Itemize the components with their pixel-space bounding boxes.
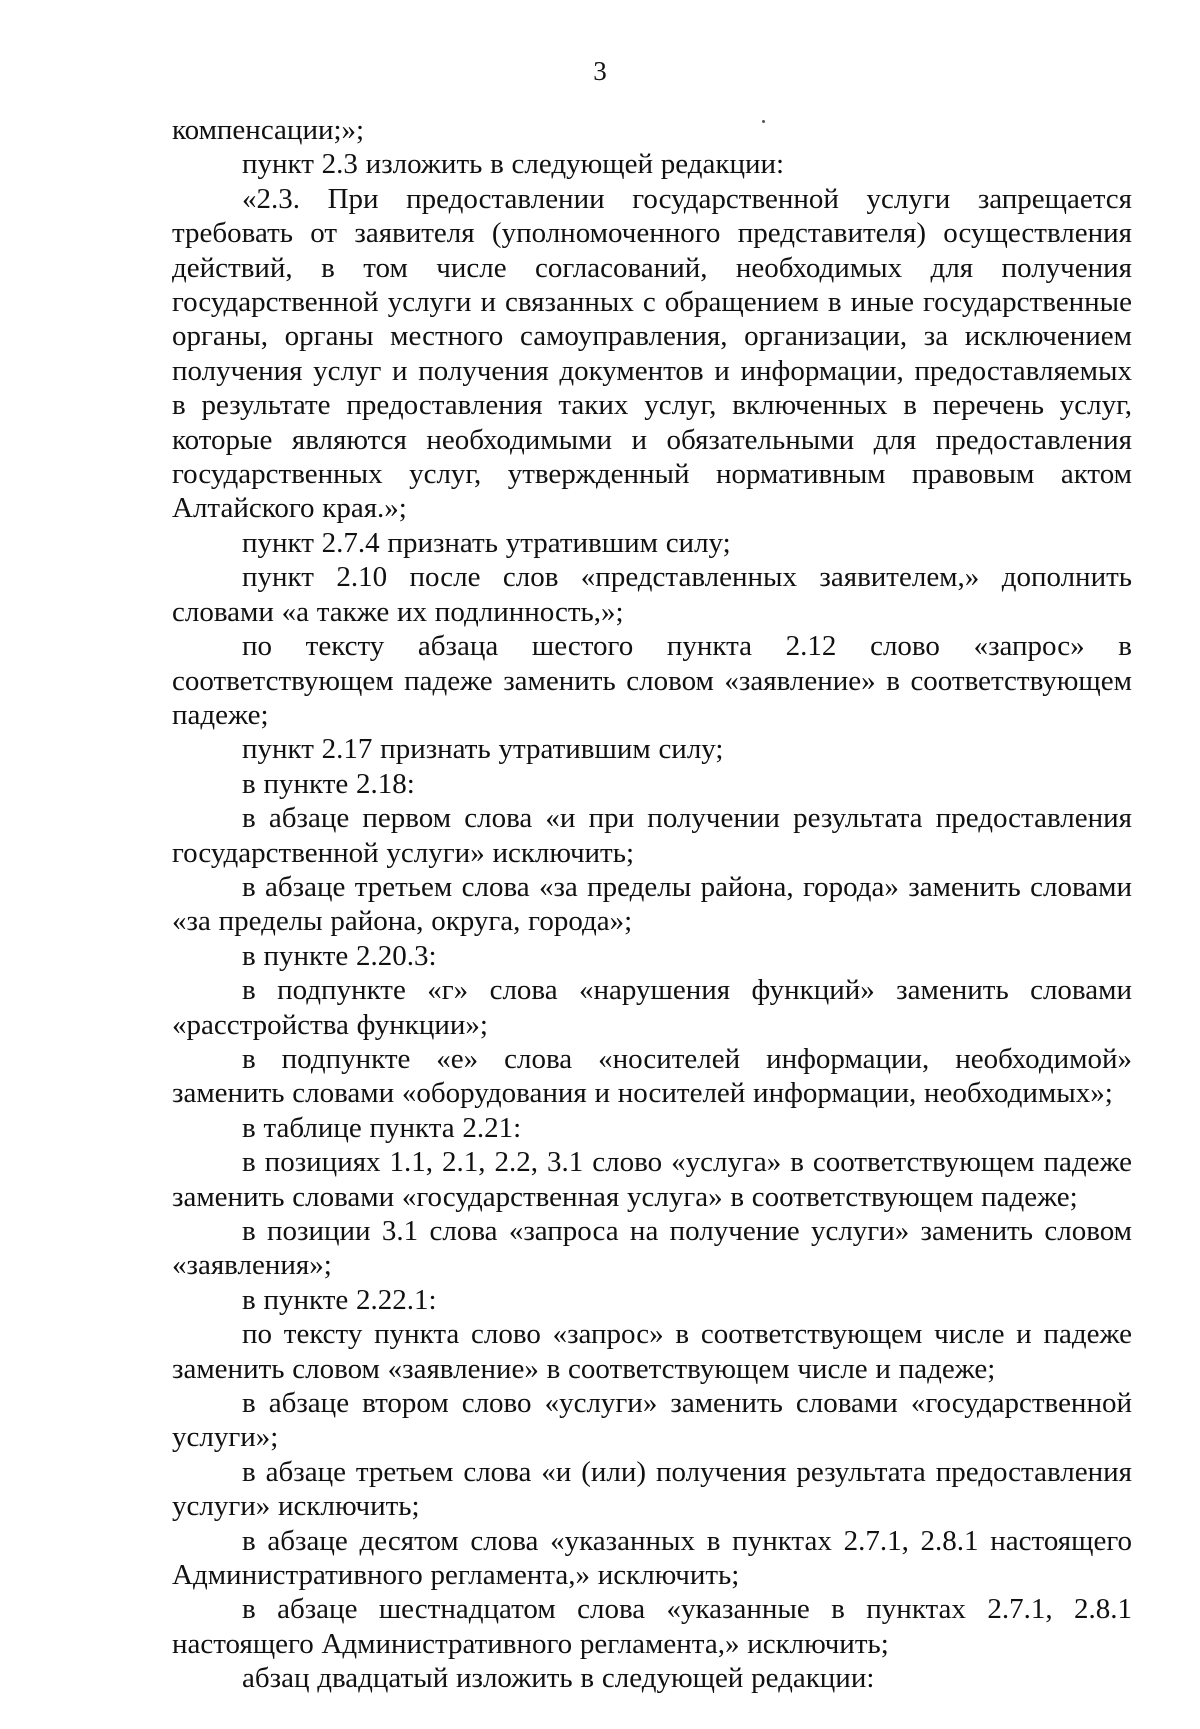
paragraph: в позиции 3.1 слова «запроса на получение услуги» заменить словом «заявления»; xyxy=(172,1215,1132,1282)
paragraph: в пункте 2.18: xyxy=(242,767,415,800)
paragraph: в абзаце третьем слова «за пределы района, города» заменить словами «за пределы района, округа, города»; xyxy=(172,870,1132,938)
paragraph: по тексту пункта слово «запрос» в соответствующем числе и падеже заменить словом «заявление» в соответствующем числе и падеже; xyxy=(172,1318,1132,1385)
paragraph: пункт 2.3 изложить в следующей редакции: xyxy=(242,148,785,181)
paragraph: в пункте 2.22.1: xyxy=(242,1283,437,1316)
paragraph: «2.3. При предоставлении государственной услуги запрещается требовать от заявителя (уполномоченного представителя) осуществления действий, в том числе согласований, необходимых для получения государственной услуги и связанных с обращением в иные государственные органы, органы местного самоуправления, организации, за исключением получения услуг и получения документов и информации, предоставляемых в результате предоставления таких услуг, включенных в перечень услуг, которые являются необходимыми и обязательными для предоставления государственных услуг, утвержденный нормативным правовым актом Алтайского края.»; xyxy=(172,182,1132,525)
paragraph: в абзаце третьем слова «и (или) получения результата предоставления услуги» исключить; xyxy=(172,1455,1132,1523)
paragraph: в пункте 2.20.3: xyxy=(242,939,437,972)
paragraph: по тексту абзаца шестого пункта 2.12 слово «запрос» в соответствующем падеже заменить словом «заявление» в соответствующем падеже; xyxy=(172,630,1132,731)
paragraph: пункт 2.17 признать утратившим силу; xyxy=(242,733,724,766)
paragraph-continuation: компенсации;»; xyxy=(172,114,365,146)
paragraph: в подпункте «е» слова «носителей информации, необходимой» заменить словами «оборудования и носителей информации, необходимых»; xyxy=(172,1042,1132,1110)
paragraph: в абзаце втором слово «услуги» заменить словами «государственной услуги»; xyxy=(172,1387,1132,1454)
paragraph: в подпункте «г» слова «нарушения функций» заменить словами «расстройства функции»; xyxy=(172,974,1132,1041)
paragraph: в позициях 1.1, 2.1, 2.2, 3.1 слово «услуга» в соответствующем падеже заменить словами «государственная услуга» в соответствующем падеже; xyxy=(172,1146,1132,1213)
paragraph: в таблице пункта 2.21: xyxy=(242,1111,522,1144)
paragraph: пункт 2.7.4 признать утратившим силу; xyxy=(242,526,731,559)
paragraph: абзац двадцатый изложить в следующей редакции: xyxy=(242,1662,875,1695)
paragraph: в абзаце шестнадцатом слова «указанные в пунктах 2.7.1, 2.8.1 настоящего Административного регламента,» исключить; xyxy=(172,1593,1132,1660)
document-body xyxy=(172,113,1132,1696)
paragraph: пункт 2.10 после слов «представленных заявителем,» дополнить словами «а также их подлинность,»; xyxy=(172,561,1132,628)
paragraph: в абзаце первом слова «и при получении результата предоставления государственной услуги» исключить; xyxy=(172,802,1132,869)
paragraph: в абзаце десятом слова «указанных в пунктах 2.7.1, 2.8.1 настоящего Административного регламента,» исключить; xyxy=(172,1524,1132,1592)
page-number: 3 xyxy=(593,56,607,86)
